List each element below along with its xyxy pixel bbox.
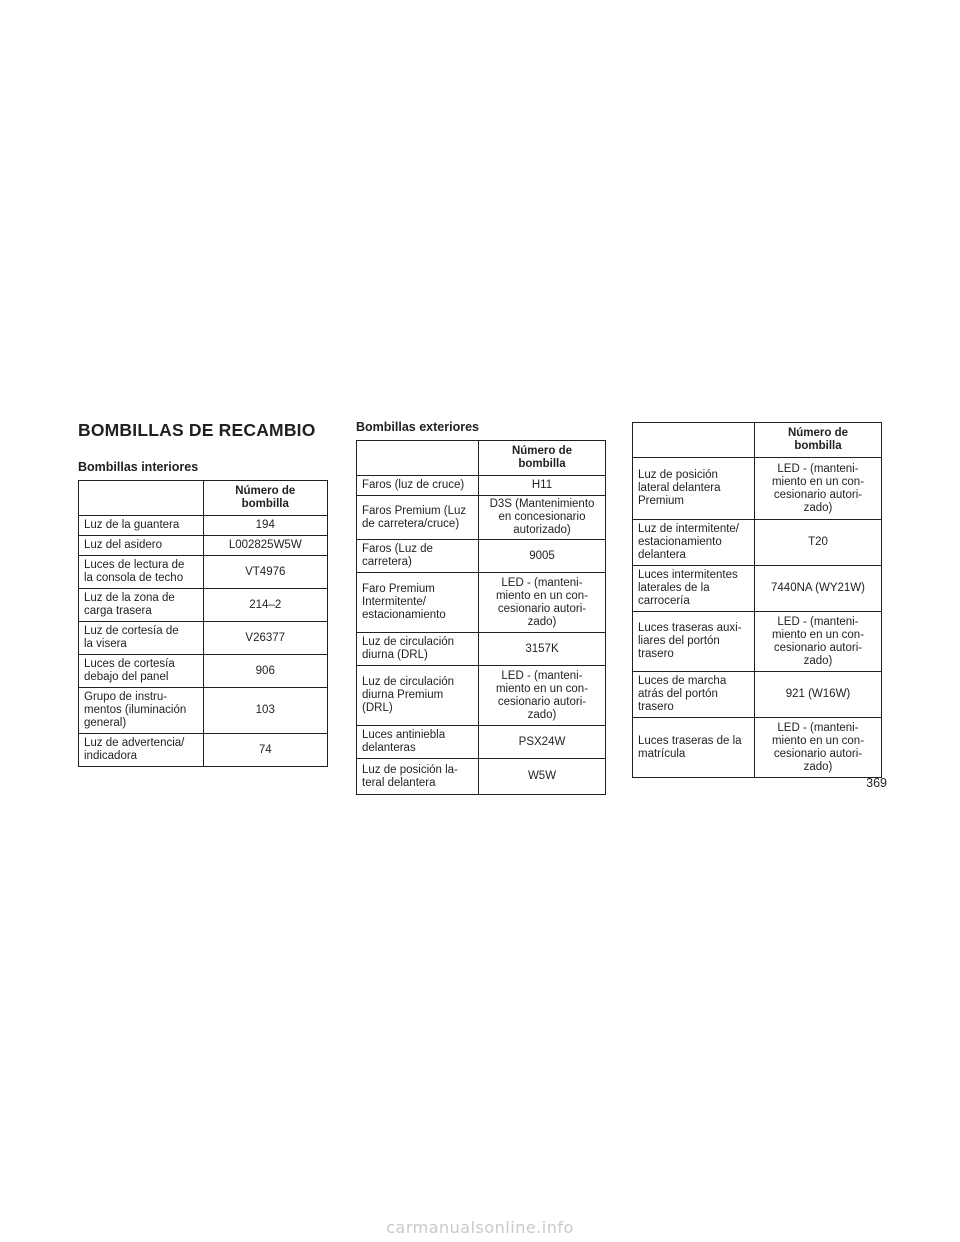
table-row — [633, 458, 882, 520]
section-title: BOMBILLAS DE RECAMBIO — [78, 420, 316, 440]
bulb-number: D3S (Mantenimiento en concesionario autorizado) — [479, 496, 606, 540]
bulb-number: 9005 — [479, 540, 606, 573]
table-row — [357, 496, 606, 540]
bulb-location: Luz de cortesía de la visera — [79, 622, 204, 655]
bulb-number: T20 — [755, 520, 882, 566]
table-row — [633, 718, 882, 778]
interior-bulbs-table — [78, 480, 328, 767]
table-header-row — [79, 481, 328, 516]
middle-column — [356, 420, 606, 795]
bulb-location: Luz de la zona de carga trasera — [79, 589, 204, 622]
bulb-number: V26377 — [203, 622, 328, 655]
bulb-location: Luz de circulación diurna (DRL) — [357, 633, 479, 666]
bulb-number: VT4976 — [203, 556, 328, 589]
table-header-row — [633, 423, 882, 458]
table-row — [79, 734, 328, 767]
bulb-location: Faro Premium Intermitente/ estacionamiento — [357, 573, 479, 633]
bulb-location: Luces antiniebla delanteras — [357, 726, 479, 759]
interior-table-body — [79, 516, 328, 767]
watermark: carmanualsonline.info — [386, 1218, 574, 1237]
bulb-number: LED - (manteni- miento en un con- cesionario autori- zado) — [479, 573, 606, 633]
bulb-location: Faros Premium (Luz de carretera/cruce) — [357, 496, 479, 540]
header-empty-cell — [79, 481, 204, 516]
bulb-number: 906 — [203, 655, 328, 688]
table-row — [633, 612, 882, 672]
exterior-bulbs-title: Bombillas exteriores — [356, 420, 479, 434]
exterior-continued-table-body — [633, 458, 882, 778]
bulb-location: Luz de posición lateral delantera Premium — [633, 458, 755, 520]
table-row — [79, 589, 328, 622]
interior-bulbs-title: Bombillas interiores — [78, 460, 199, 474]
bulb-location: Luz de advertencia/ indicadora — [79, 734, 204, 767]
table-row — [357, 633, 606, 666]
table-header-row — [357, 441, 606, 476]
bulb-number: PSX24W — [479, 726, 606, 759]
table-row — [79, 516, 328, 536]
table-row — [357, 476, 606, 496]
bulb-number: H11 — [479, 476, 606, 496]
bulb-location: Luz de circulación diurna Premium (DRL) — [357, 666, 479, 726]
bulb-location: Luces intermitentes laterales de la carrocería — [633, 566, 755, 612]
bulb-location: Luz de intermitente/ estacionamiento delantera — [633, 520, 755, 566]
bulb-number: 194 — [203, 516, 328, 536]
bulb-number: LED - (manteni- miento en un con- cesionario autori- zado) — [755, 458, 882, 520]
bulb-number: LED - (manteni- miento en un con- cesionario autori- zado) — [755, 612, 882, 672]
table-row — [357, 573, 606, 633]
exterior-bulbs-table — [356, 440, 606, 795]
table-row — [633, 672, 882, 718]
table-row — [79, 556, 328, 589]
bulb-number: LED - (manteni- miento en un con- cesionario autori- zado) — [479, 666, 606, 726]
bulb-location: Luces traseras auxi- liares del portón trasero — [633, 612, 755, 672]
bulb-location: Luces de marcha atrás del portón trasero — [633, 672, 755, 718]
table-row — [79, 622, 328, 655]
bulb-number: W5W — [479, 759, 606, 795]
table-row — [79, 536, 328, 556]
table-row — [357, 726, 606, 759]
bulb-location: Luces de lectura de la consola de techo — [79, 556, 204, 589]
header-bulb-number: Número de bombilla — [755, 423, 882, 458]
bulb-location: Luces traseras de la matrícula — [633, 718, 755, 778]
page-number: 369 — [866, 776, 887, 790]
bulb-number: 103 — [203, 688, 328, 734]
bulb-number: L002825W5W — [203, 536, 328, 556]
bulb-number: 3157K — [479, 633, 606, 666]
bulb-number: 74 — [203, 734, 328, 767]
table-row — [79, 655, 328, 688]
bulb-location: Faros (luz de cruce) — [357, 476, 479, 496]
table-row — [633, 566, 882, 612]
bulb-location: Luz de la guantera — [79, 516, 204, 536]
bulb-location: Luz de posición la- teral delantera — [357, 759, 479, 795]
bulb-number: 214–2 — [203, 589, 328, 622]
bulb-location: Luz del asidero — [79, 536, 204, 556]
left-column — [78, 420, 328, 767]
header-bulb-number: Número de bombilla — [203, 481, 328, 516]
header-empty-cell — [357, 441, 479, 476]
table-row — [357, 666, 606, 726]
bulb-number: 921 (W16W) — [755, 672, 882, 718]
header-bulb-number: Número de bombilla — [479, 441, 606, 476]
table-row — [357, 540, 606, 573]
table-row — [79, 688, 328, 734]
bulb-number: LED - (manteni- miento en un con- cesionario autori- zado) — [755, 718, 882, 778]
bulb-location: Luces de cortesía debajo del panel — [79, 655, 204, 688]
bulb-location: Grupo de instru- mentos (iluminación general) — [79, 688, 204, 734]
bulb-number: 7440NA (WY21W) — [755, 566, 882, 612]
right-column — [632, 422, 882, 778]
header-empty-cell — [633, 423, 755, 458]
exterior-bulbs-table-continued — [632, 422, 882, 778]
exterior-table-body — [357, 476, 606, 795]
table-row — [357, 759, 606, 795]
bulb-location: Faros (Luz de carretera) — [357, 540, 479, 573]
table-row — [633, 520, 882, 566]
